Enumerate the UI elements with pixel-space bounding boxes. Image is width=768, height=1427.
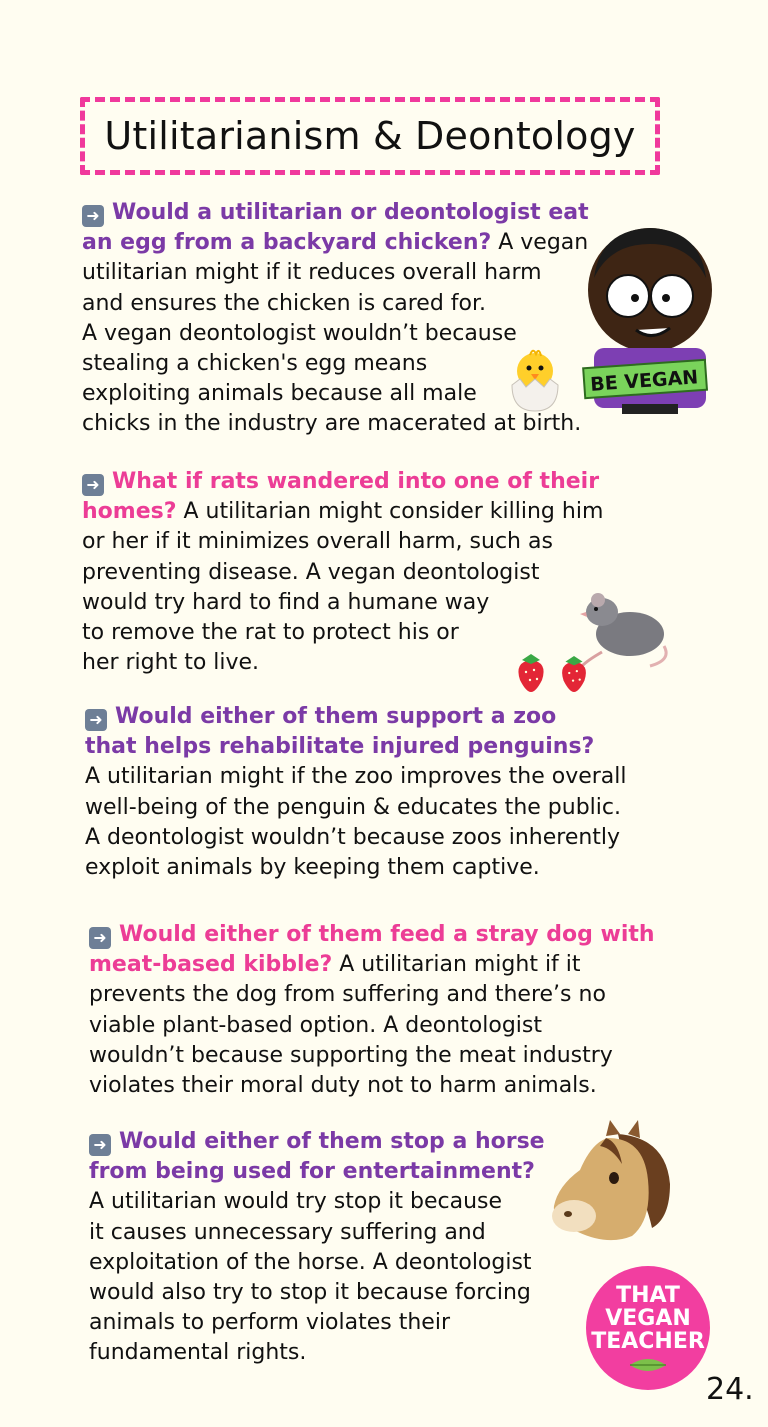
section-zoo (85, 702, 725, 883)
horse-face-icon (548, 1120, 674, 1242)
page-title: Utilitarianism & Deontology (104, 114, 636, 158)
question-text: Would either of them support a zoo (115, 704, 557, 729)
answer-line: A vegan deontologist wouldn’t because (82, 320, 517, 346)
title-box (80, 97, 660, 175)
answer-line: wouldn’t because supporting the meat industry (89, 1042, 613, 1068)
answer-line: A utilitarian might if the zoo improves the overall (85, 764, 627, 790)
page-number: 24. (706, 1372, 754, 1407)
question-text: What if rats wandered into one of their (112, 469, 600, 494)
arrow-right-icon: ➜ (82, 474, 104, 496)
answer-line: well-being of the penguin & educates the public. (85, 794, 621, 820)
strawberry-icon (556, 654, 592, 692)
answer-line: A deontologist wouldn’t because zoos inherently (85, 824, 621, 850)
rat-icon (578, 590, 674, 670)
arrow-right-icon: ➜ (82, 205, 104, 227)
answer-line: prevents the dog from suffering and there’s no (89, 982, 606, 1008)
answer-line: A utilitarian would try stop it because (89, 1189, 503, 1215)
arrow-right-icon: ➜ (89, 927, 111, 949)
answer-line: it causes unnecessary suffering and (89, 1219, 486, 1245)
answer-line: and ensures the chicken is cared for. (82, 290, 487, 316)
answer-line: to remove the rat to protect his or (82, 620, 459, 646)
section-dog (89, 920, 729, 1101)
hatching-chick-icon (500, 345, 570, 415)
answer-line: violates their moral duty not to harm animals. (89, 1073, 597, 1099)
cartoon-character-icon (580, 218, 720, 418)
question-text: Would either of them stop a horse (119, 1129, 545, 1154)
question-text: Would either of them feed a stray dog with (119, 922, 655, 947)
badge-line: TEACHER (591, 1328, 705, 1354)
badge-line: VEGAN (605, 1305, 691, 1331)
answer-line: would try hard to find a humane way (82, 589, 490, 615)
question-text: from being used for entertainment? (89, 1159, 535, 1185)
answer-line: exploit animals by keeping them captive. (85, 855, 540, 881)
question-text: homes? (82, 499, 177, 525)
answer-text: A utilitarian might if it (332, 952, 581, 978)
question-text: Would a utilitarian or deontologist eat (112, 200, 589, 225)
answer-line: viable plant-based option. A deontologist (89, 1012, 543, 1038)
strawberry-icon (512, 652, 550, 692)
answer-line: would also try to stop it because forcing (89, 1280, 531, 1306)
answer-line: utilitarian might if it reduces overall harm (82, 260, 542, 286)
answer-text: A vegan (491, 230, 589, 256)
question-text: meat-based kibble? (89, 952, 333, 978)
answer-line: or her if it minimizes overall harm, such as (82, 529, 553, 555)
answer-line: animals to perform violates their (89, 1310, 450, 1336)
answer-line: exploitation of the horse. A deontologist (89, 1249, 532, 1275)
answer-text: A utilitarian might consider killing him (176, 499, 604, 525)
section-horse (89, 1127, 589, 1369)
question-text: that helps rehabilitate injured penguins? (85, 734, 595, 760)
answer-line: exploiting animals because all male (82, 381, 477, 407)
answer-line: her right to live. (82, 650, 260, 676)
leaf-icon (628, 1357, 668, 1373)
that-vegan-teacher-badge (586, 1266, 710, 1390)
arrow-right-icon: ➜ (85, 709, 107, 731)
badge-line: THAT (616, 1282, 680, 1308)
answer-line: fundamental rights. (89, 1340, 307, 1366)
question-text: an egg from a backyard chicken? (82, 230, 492, 256)
sign-text: BE VEGAN (589, 366, 699, 396)
answer-line: preventing disease. A vegan deontologist (82, 559, 540, 585)
arrow-right-icon: ➜ (89, 1134, 111, 1156)
answer-line: stealing a chicken's egg means (82, 351, 428, 377)
answer-line: chicks in the industry are macerated at birth. (82, 411, 582, 437)
